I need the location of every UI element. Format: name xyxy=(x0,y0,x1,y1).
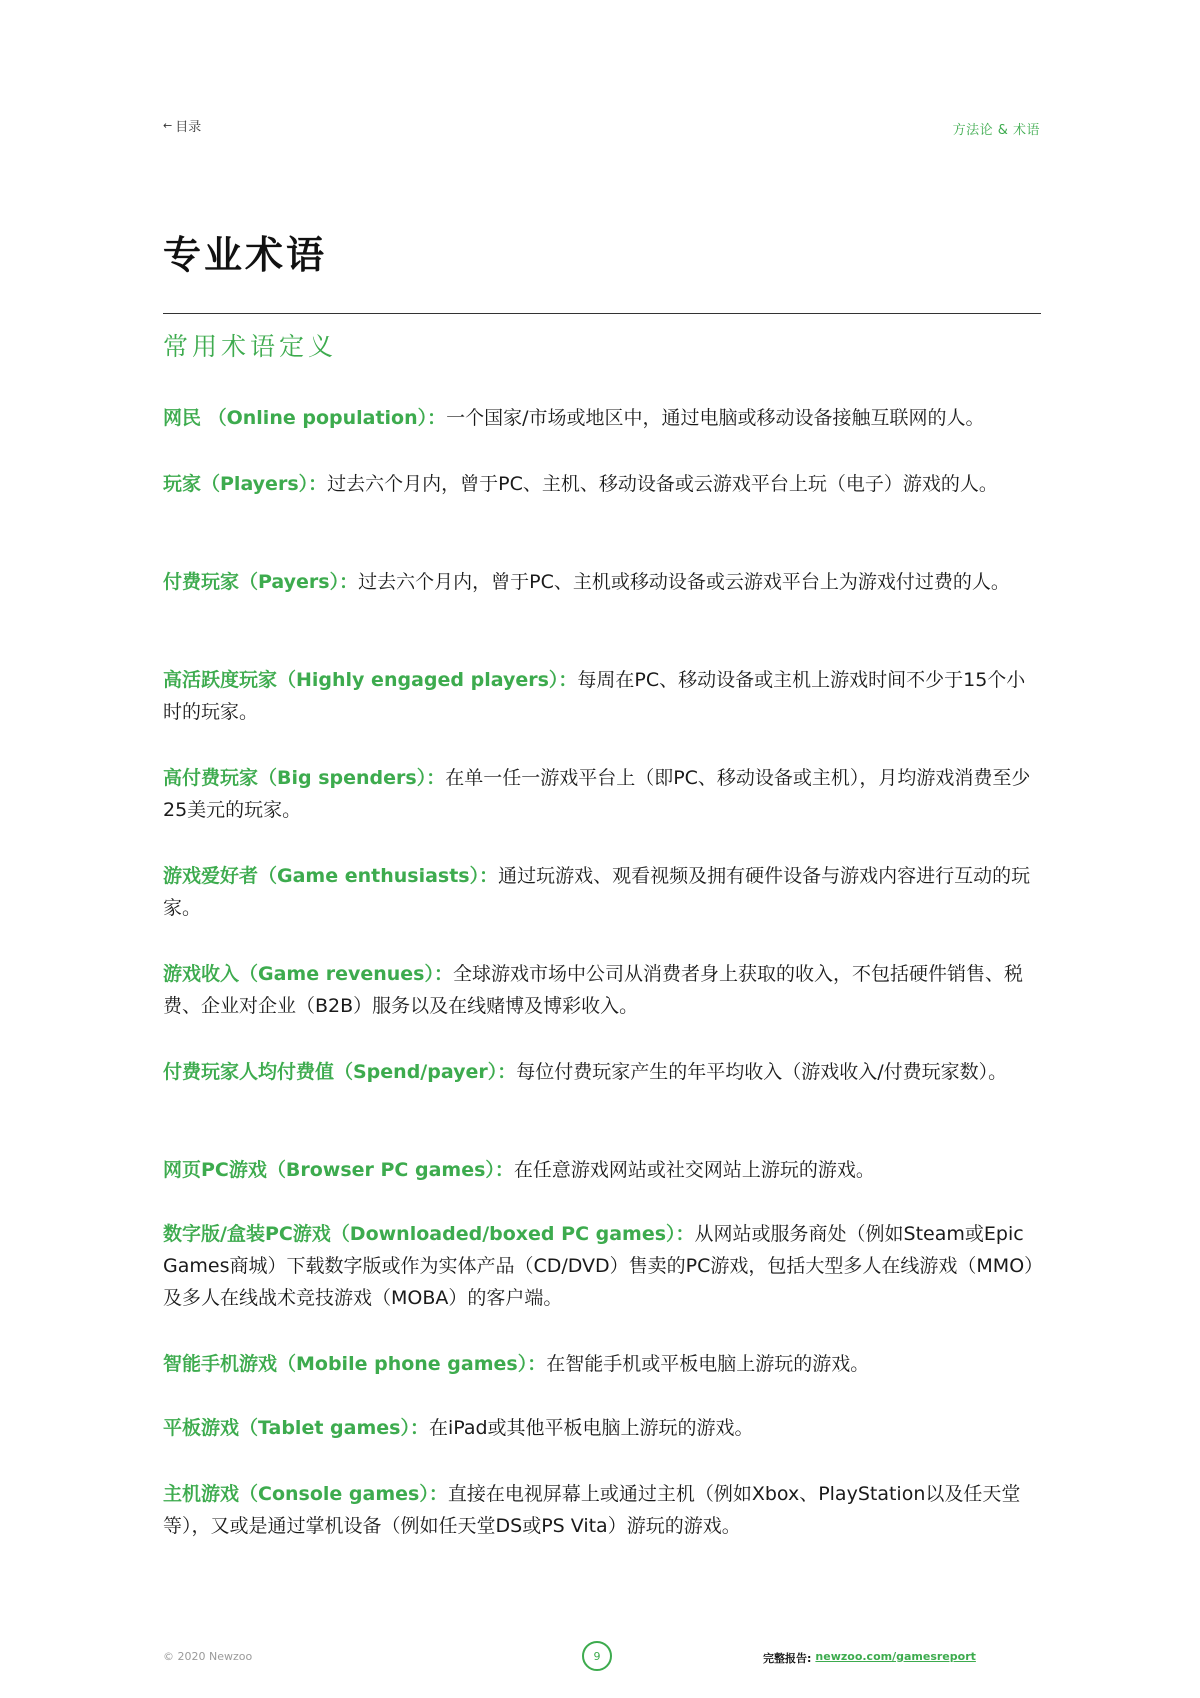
report-label: 完整报告: xyxy=(763,1652,812,1665)
term-name: 付费玩家（Payers）： xyxy=(163,571,359,593)
term-name: 主机游戏（Console games）： xyxy=(163,1483,448,1505)
term-definition: 全球游戏市场中公司从消费者身上获取的收入，不包括硬件销售、税费、企业对企业（B2B）服务以及在线赌博及博彩收入。 xyxy=(163,963,1024,1017)
term-definition: 直接在电视屏幕上或通过主机（例如Xbox、PlayStation以及任天堂等），又或是通过掌机设备（例如任天堂DS或PS Vita）游玩的游戏。 xyxy=(163,1483,1021,1537)
glossary-term xyxy=(163,1412,1043,1444)
section-subtitle: 常用术语定义 xyxy=(163,332,338,361)
term-name: 网页PC游戏（Browser PC games）： xyxy=(163,1159,514,1181)
term-definition: 通过玩游戏、观看视频及拥有硬件设备与游戏内容进行互动的玩家。 xyxy=(163,865,1031,919)
page-title: 专业术语 xyxy=(163,233,328,277)
term-definition: 在智能手机或平板电脑上游玩的游戏。 xyxy=(546,1353,870,1375)
footer-report xyxy=(763,1650,976,1666)
term-name: 数字版/盒装PC游戏（Downloaded/boxed PC games）： xyxy=(163,1223,695,1245)
glossary-term xyxy=(163,1218,1043,1314)
term-name: 游戏爱好者（Game enthusiasts）： xyxy=(163,865,499,887)
term-name: 高活跃度玩家（Highly engaged players）： xyxy=(163,669,578,691)
glossary-term xyxy=(163,566,1043,598)
term-name: 网民 （Online population）： xyxy=(163,407,447,429)
term-definition: 在单一任一游戏平台上（即PC、移动设备或主机），月均游戏消费至少25美元的玩家。 xyxy=(163,767,1031,821)
term-definition: 一个国家/市场或地区中，通过电脑或移动设备接触互联网的人。 xyxy=(446,407,985,429)
glossary-term xyxy=(163,762,1043,826)
term-definition: 每位付费玩家产生的年平均收入（游戏收入/付费玩家数）。 xyxy=(516,1061,1008,1083)
term-name: 高付费玩家（Big spenders）： xyxy=(163,767,446,789)
term-name: 付费玩家人均付费值（Spend/payer）： xyxy=(163,1061,517,1083)
table-of-contents-link[interactable] xyxy=(163,116,201,135)
term-definition: 每周在PC、移动设备或主机上游戏时间不少于15个小时的玩家。 xyxy=(163,669,1026,723)
section-label: 方法论 & 术语 xyxy=(952,123,1040,138)
term-definition: 过去六个月内，曾于PC、主机、移动设备或云游戏平台上玩（电子）游戏的人。 xyxy=(327,473,998,495)
glossary-term xyxy=(163,1478,1043,1542)
toc-label: 目录 xyxy=(175,120,202,135)
term-definition: 从网站或服务商处（例如Steam或Epic Games商城）下载数字版或作为实体产品（CD/DVD）售卖的PC游戏，包括大型多人在线游戏（MMO）及多人在线战术竞技游戏（MOBA）的客户端。 xyxy=(163,1223,1034,1309)
back-arrow-icon: ← xyxy=(163,119,173,132)
term-definition: 在iPad或其他平板电脑上游玩的游戏。 xyxy=(428,1417,754,1439)
title-divider xyxy=(163,313,1041,314)
term-name: 平板游戏（Tablet games）： xyxy=(163,1417,429,1439)
term-name: 游戏收入（Game revenues）： xyxy=(163,963,453,985)
footer-copyright: © 2020 Newzoo xyxy=(163,1650,253,1663)
glossary-term xyxy=(163,958,1043,1022)
glossary-term xyxy=(163,1056,1043,1088)
glossary-term xyxy=(163,1348,1043,1380)
glossary-term xyxy=(163,402,1043,434)
report-link[interactable]: newzoo.com/gamesreport xyxy=(815,1650,976,1663)
term-name: 玩家（Players）： xyxy=(163,473,328,495)
page-number-badge: 9 xyxy=(582,1641,612,1671)
glossary-term xyxy=(163,1154,1043,1186)
glossary-term xyxy=(163,468,1043,500)
term-definition: 在任意游戏网站或社交网站上游玩的游戏。 xyxy=(513,1159,875,1181)
glossary-term xyxy=(163,664,1043,728)
term-definition: 过去六个月内，曾于PC、主机或移动设备或云游戏平台上为游戏付过费的人。 xyxy=(358,571,1010,593)
glossary-term xyxy=(163,860,1043,924)
term-name: 智能手机游戏（Mobile phone games）： xyxy=(163,1353,547,1375)
